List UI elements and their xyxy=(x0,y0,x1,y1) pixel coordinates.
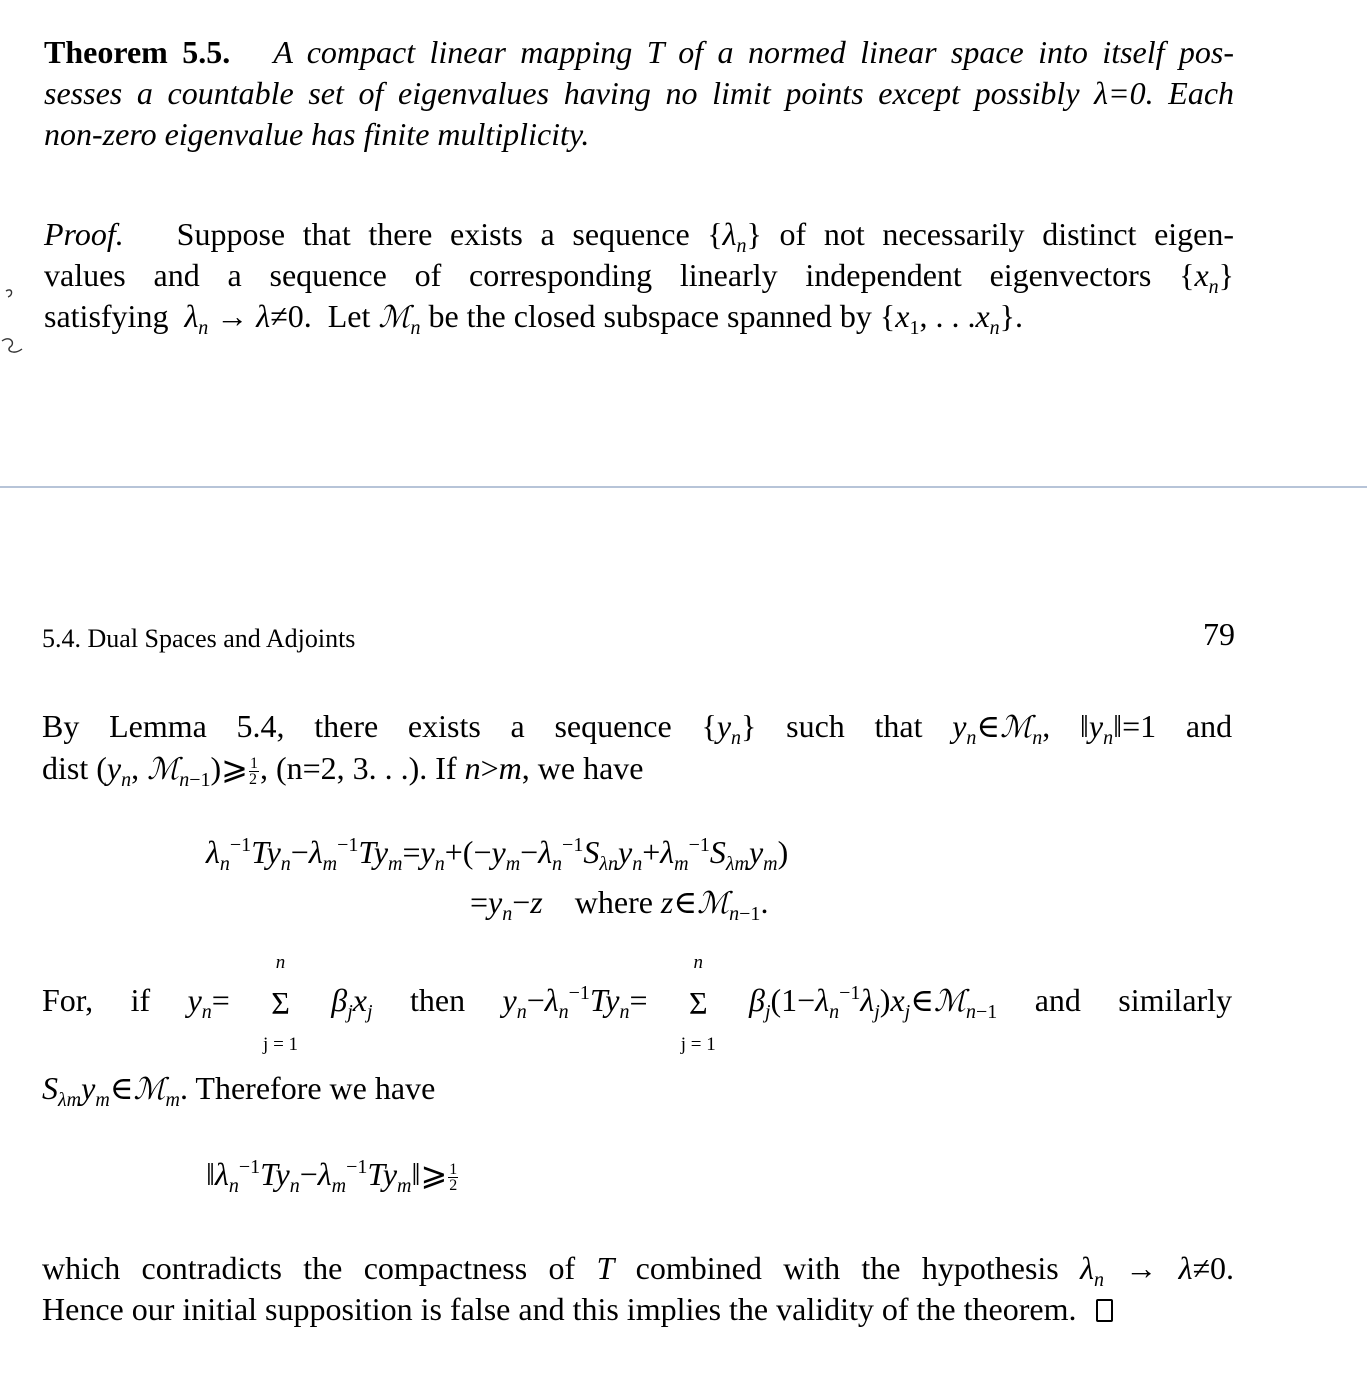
section-running-head: 5.4. Dual Spaces and Adjoints xyxy=(42,624,356,653)
lemma-paragraph xyxy=(42,706,1232,790)
conclusion-line-2: Hence our initial supposition is false and this implies the validity of the theorem. xyxy=(42,1289,1234,1330)
equation-line-2: $=y_n-z$ where z∈ℳ$_{n-1}$. xyxy=(470,884,769,925)
theorem-line-2: sesses a countable set of eigenvalues having no limit points except possibly λ=0. Each xyxy=(44,75,1235,111)
for-line-1: For, if $y_n= \Sigma$ n j = 1 $\beta_jx_j$ then $y_n-\lambda_n^{-1}Ty_n= \Sigma$ n j = 1 $\beta_j(1-\lambda_n^{-1}\lambda_j)x_j\in ℳ_{n-1}$ and similarly xyxy=(42,952,1233,1056)
lemma-line-1: By Lemma 5.4, there exists a sequence $\{y_n\}$ such that $y_n\in ℳ_n$, $‖y_n‖=1$ and xyxy=(42,708,1233,749)
fraction-half-2: $\frac{1}{2}$ xyxy=(449,1161,458,1195)
page-divider xyxy=(0,486,1367,488)
theorem-line-3: non-zero eigenvalue has finite multiplicity. xyxy=(44,116,590,152)
equation-line-1: $\lambda_n^{-1}Ty_n-\lambda_m^{-1}Ty_m=y_n+(-y_m-\lambda_n^{-1}S_{\lambda n}y_n+\lambda_m^{-1}S_{\lambda m}y_m)$ xyxy=(206,834,789,875)
lemma-line-2: dist ($y_n$, ℳ$_{n-1}$)⩾ $\frac{1}{2}$ , (n=2, 3. . .). If n>m, we have xyxy=(42,750,644,791)
proof-line-3: satisfying $\lambda_n \to \lambda\ne 0$. Let ℳ$_n$ be the closed subspace spanned by {$x_1$, . . $.x_n$}. xyxy=(44,298,1023,339)
equation-norm-inequality: $‖\lambda_n^{-1}Ty_n-\lambda_m^{-1}Ty_m‖⩾$ $\frac{1}{2}$ xyxy=(206,1156,458,1197)
theorem-statement xyxy=(44,32,1234,155)
proof-line-2: values and a sequence of corresponding linearly independent eigenvectors $\{x_n\}$ xyxy=(44,257,1235,298)
fraction-half: $\frac{1}{2}$ xyxy=(248,755,258,789)
qed-symbol xyxy=(1096,1299,1113,1322)
page-number: 79 xyxy=(1203,616,1235,652)
theorem-line-1: Theorem 5.5. A compact linear mapping T of a normed linear space into itself pos- xyxy=(44,34,1235,70)
proof-paragraph xyxy=(44,214,1234,338)
sum-operator-2: Σ n j = 1 xyxy=(680,952,716,1056)
conclusion-paragraph xyxy=(42,1248,1234,1330)
handwritten-margin-mark xyxy=(0,285,30,365)
conclusion-line-1: which contradicts the compactness of T combined with the hypothesis $\lambda_n \to \lambda\ne 0$. xyxy=(42,1250,1235,1291)
proof-line-1: Proof. Suppose that there exists a sequence $\{\lambda_n\}$ of not necessarily distinct eigen- xyxy=(44,216,1235,257)
theorem-label: Theorem 5.5. xyxy=(44,34,231,70)
proof-label: Proof. xyxy=(44,216,124,252)
therefore-line: $S_{\lambda m}y_m\in ℳ_m$. Therefore we have xyxy=(42,1070,436,1111)
sum-operator-1: Σ n j = 1 xyxy=(263,952,299,1056)
